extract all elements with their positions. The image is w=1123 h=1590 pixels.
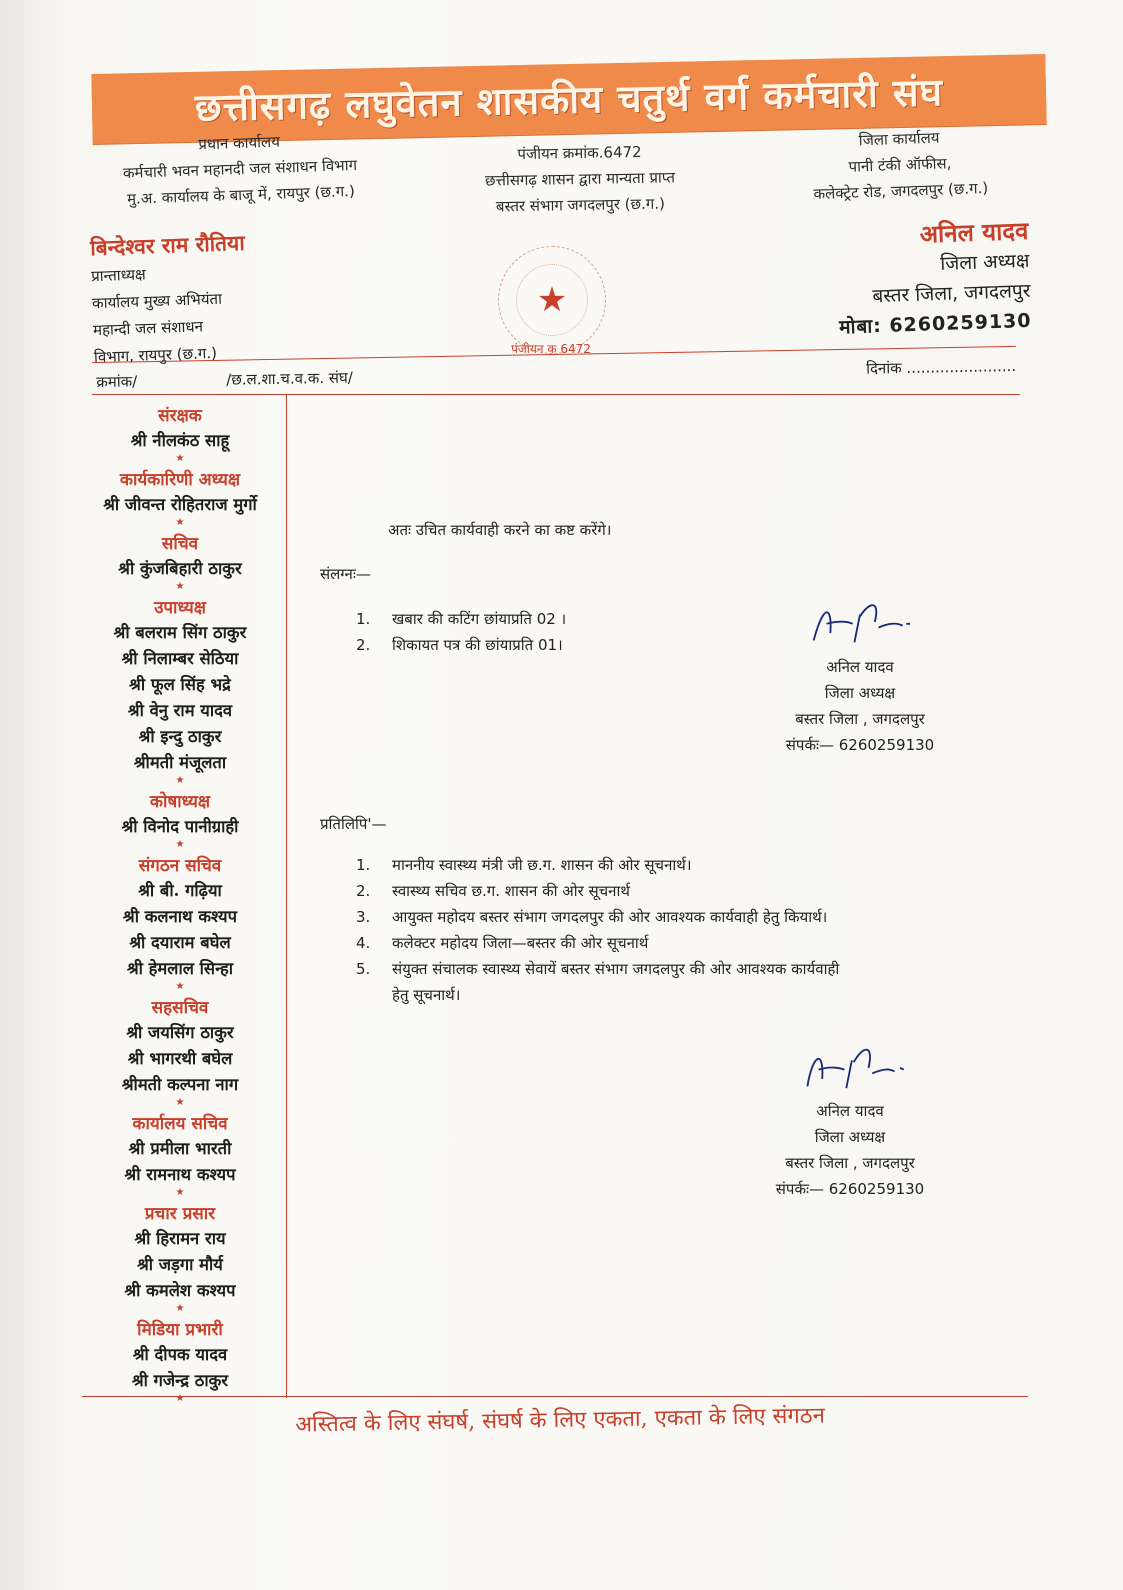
- signatory-place: बस्तर जिला , जगदलपुर: [795, 710, 925, 728]
- state-president-name: बिन्देश्वर राम रौतिया: [89, 229, 246, 261]
- member-name: श्री निलाम्बर सेठिया: [121, 649, 239, 668]
- section-title: कार्यकारिणी अध्यक्ष: [119, 470, 241, 490]
- org-name: छत्तीसगढ़ लघुवेतन शासकीय चतुर्थ वर्ग कर्मचारी संघ: [194, 69, 944, 130]
- star-icon: ★: [175, 1303, 185, 1314]
- member-name: श्री दयाराम बघेल: [129, 933, 231, 952]
- card-line: प्रान्ताध्यक्ष: [90, 265, 147, 286]
- list-item: [356, 982, 1016, 1008]
- reference-code: /छ.ल.शा.च.व.क. संघ/: [226, 368, 354, 389]
- member-name: श्री फूल सिंह भद्रे: [129, 675, 231, 694]
- registration-seal: [498, 246, 606, 354]
- card-line: कार्यालय मुख्य अभियंता: [91, 289, 223, 313]
- item-number: 4.: [356, 934, 371, 952]
- reference-divider: [92, 394, 1020, 395]
- signatory-place: बस्तर जिला , जगदलपुर: [785, 1154, 915, 1172]
- list-item: [356, 956, 1016, 982]
- section-title: मिडिया प्रभारी: [137, 1320, 223, 1340]
- sidebar-section: [70, 1318, 290, 1404]
- member-name: श्री बी. गढ़िया: [138, 881, 222, 900]
- item-text: हेतु सूचनार्थ।: [392, 986, 461, 1004]
- member-name: श्री दीपक यादव: [132, 1345, 228, 1364]
- list-item: [356, 632, 756, 658]
- member-name: श्री इन्दु ठाकुर: [138, 727, 222, 746]
- item-number: 3.: [356, 908, 371, 926]
- signature-block-2: [740, 1040, 960, 1202]
- star-icon: ★: [175, 981, 185, 992]
- sidebar-section: [70, 854, 290, 992]
- sidebar-section: [70, 468, 290, 528]
- address-line: प्रधान कार्यालय: [197, 132, 281, 154]
- member-name: श्री कलनाथ कश्यप: [123, 907, 237, 926]
- item-number: [356, 982, 392, 1008]
- address-line: जिला कार्यालय: [858, 128, 940, 150]
- star-icon: ★: [175, 1097, 185, 1108]
- section-title: संगठन सचिव: [138, 856, 222, 876]
- member-name: श्री हेमलाल सिन्हा: [126, 959, 234, 978]
- member-name: श्रीमती कल्पना नाग: [121, 1075, 239, 1094]
- list-item: [356, 852, 1016, 878]
- section-title: कोषाध्यक्ष: [149, 792, 211, 812]
- footer-divider: [82, 1396, 1028, 1397]
- sidebar-section: [70, 1202, 290, 1314]
- reference-number-label: क्रमांक/: [96, 372, 138, 392]
- address-line: बस्तर संभाग जगदलपुर (छ.ग.): [495, 194, 666, 216]
- member-name: श्री बलराम सिंग ठाकुर: [113, 623, 247, 642]
- section-title: कार्यालय सचिव: [132, 1114, 228, 1134]
- office-bearers-sidebar: [70, 404, 290, 1408]
- district-office-address: [759, 121, 1042, 209]
- section-title: संरक्षक: [158, 406, 202, 426]
- request-text: अतः उचित कार्यवाही करने का कष्ट करेंगे।: [388, 521, 612, 539]
- member-name: श्री गजेन्द्र ठाकुर: [131, 1371, 229, 1390]
- item-text: माननीय स्वास्थ्य मंत्री जी छ.ग. शासन की ओर सूचनार्थ।: [392, 856, 692, 874]
- list-item: [356, 930, 1016, 956]
- member-name: श्री विनोद पानीग्राही: [121, 817, 239, 836]
- member-name: श्री कुंजबिहारी ठाकुर: [118, 559, 242, 578]
- head-office-address: [79, 124, 402, 213]
- signature-icon: [790, 596, 930, 646]
- address-line: छत्तीसगढ़ शासन द्वारा मान्यता प्राप्त: [484, 168, 676, 190]
- signatory-contact: संपर्कः— 6260259130: [785, 736, 935, 754]
- copy-label: प्रतिलिपि'—: [320, 815, 387, 833]
- star-icon: ★: [175, 453, 185, 464]
- member-name: श्री भागरथी बघेल: [127, 1049, 233, 1068]
- member-name: श्रीमती मंजूलता: [133, 753, 227, 772]
- member-name: श्री नीलकंठ साहू: [130, 431, 230, 450]
- address-line: पंजीयन क्रमांक.6472: [517, 142, 642, 164]
- star-icon: ★: [175, 1187, 185, 1198]
- item-text: स्वास्थ्य सचिव छ.ग. शासन की ओर सूचनार्थ: [392, 882, 630, 900]
- item-number: 2.: [356, 882, 371, 900]
- address-line: मु.अ. कार्यालय के बाजू में, रायपुर (छ.ग.): [126, 182, 356, 208]
- sidebar-section: [70, 596, 290, 786]
- mobile-number: मोबा: 6260259130: [838, 309, 1032, 339]
- item-number: 2.: [356, 636, 371, 654]
- footer-motto: अस्तित्व के लिए संघर्ष, संघर्ष के लिए एकता, एकता के लिए संगठन: [295, 1403, 826, 1438]
- list-item: [356, 606, 756, 632]
- sidebar-section: [70, 1112, 290, 1198]
- star-icon: ★: [175, 581, 185, 592]
- enclosure-list: [356, 606, 756, 658]
- sidebar-section: [70, 532, 290, 592]
- item-text: संयुक्त संचालक स्वास्थ्य सेवायें बस्तर संभाग जगदलपुर की ओर आवश्यक कार्यवाही: [392, 960, 840, 978]
- item-number: 1.: [356, 856, 371, 874]
- card-line: महान्दी जल संशाधन: [92, 317, 204, 340]
- sidebar-section: [70, 404, 290, 464]
- signatory-name: अनिल यादव: [826, 658, 894, 676]
- member-name: श्री हिरामन राय: [134, 1229, 226, 1248]
- address-line: कलेक्ट्रेट रोड, जगदलपुर (छ.ग.): [813, 178, 989, 204]
- item-text: शिकायत पत्र की छांयाप्रति 01।: [392, 636, 563, 654]
- address-line: पानी टंकी ऑफीस,: [848, 154, 952, 176]
- star-icon: ★: [175, 517, 185, 528]
- enclosure-label: संलग्नः—: [320, 565, 371, 583]
- sidebar-section: [70, 790, 290, 850]
- list-item: [356, 904, 1016, 930]
- section-title: सचिव: [161, 534, 199, 554]
- district-president-name: अनिल यादव: [919, 215, 1029, 249]
- copy-list: [356, 852, 1016, 1008]
- item-text: खबार की कटिंग छांयाप्रति 02 ।: [392, 610, 567, 628]
- signature-icon: [780, 1040, 920, 1090]
- signatory-contact: संपर्कः— 6260259130: [775, 1180, 925, 1198]
- member-name: श्री जड़गा मौर्य: [137, 1255, 223, 1274]
- registration-info: [439, 138, 720, 221]
- card-line: विभाग, रायपुर (छ.ग.): [93, 343, 218, 367]
- member-name: श्री वेनु राम यादव: [127, 701, 233, 720]
- signature-block-1: [750, 596, 970, 758]
- section-title: सहसचिव: [151, 998, 209, 1018]
- member-name: श्री कमलेश कश्यप: [124, 1281, 236, 1300]
- member-name: श्री जयसिंग ठाकुर: [126, 1023, 234, 1042]
- member-name: श्री जीवन्त रोहितराज मुर्गो: [103, 495, 257, 514]
- state-president-card: [90, 223, 395, 371]
- designation: जिला अध्यक्ष: [939, 249, 1030, 275]
- section-title: प्रचार प्रसार: [144, 1204, 216, 1224]
- list-item: [356, 878, 1016, 904]
- item-number: 5.: [356, 960, 371, 978]
- star-icon: ★: [175, 1393, 185, 1404]
- section-title: उपाध्यक्ष: [154, 598, 206, 618]
- star-icon: ★: [175, 775, 185, 786]
- place: बस्तर जिला, जगदलपुर: [872, 279, 1031, 308]
- item-text: आयुक्त महोदय बस्तर संभाग जगदलपुर की ओर आवश्यक कार्यवाही हेतु कियार्थ।: [392, 908, 828, 926]
- star-icon: ★: [516, 264, 588, 336]
- district-president-card: [788, 216, 1032, 344]
- seal-text: पंजीयन क 6472: [511, 342, 591, 356]
- signatory-designation: जिला अध्यक्ष: [814, 1128, 886, 1146]
- address-line: कर्मचारी भवन महानदी जल संशाधन विभाग: [122, 155, 358, 183]
- sidebar-section: [70, 996, 290, 1108]
- date-label: दिनांक .......................: [865, 356, 1017, 378]
- member-name: श्री प्रमीला भारती: [128, 1139, 232, 1158]
- item-text: कलेक्टर महोदय जिला—बस्तर की ओर सूचनार्थ: [392, 934, 649, 952]
- star-icon: ★: [175, 839, 185, 850]
- member-name: श्री रामनाथ कश्यप: [124, 1165, 236, 1184]
- signatory-designation: जिला अध्यक्ष: [824, 684, 896, 702]
- item-number: 1.: [356, 610, 371, 628]
- signatory-name: अनिल यादव: [816, 1102, 884, 1120]
